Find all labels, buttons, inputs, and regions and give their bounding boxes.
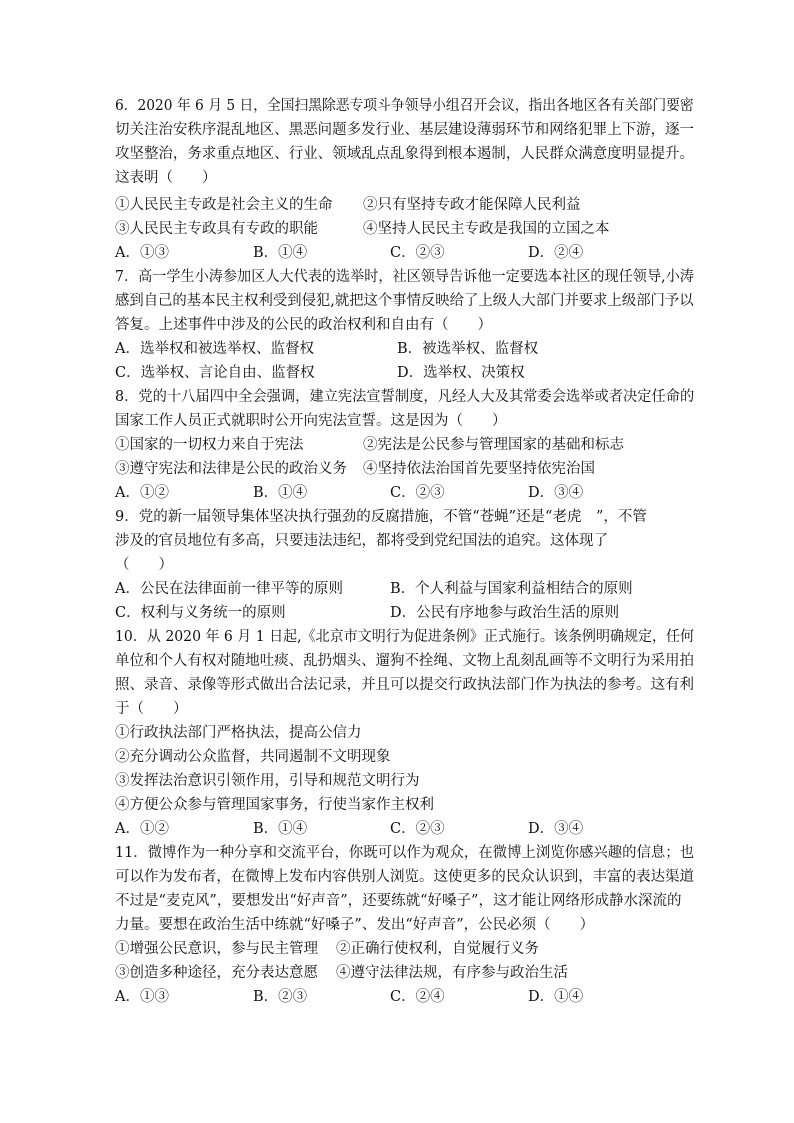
q8-choice-c: C．②③	[390, 485, 445, 501]
q8-choice-a: A．①②	[115, 485, 169, 501]
q7-stem-line-3: 答复。上述事件中涉及的公民的政治权利和自由有（ ）	[115, 317, 492, 333]
q11-choice-c: C．②④	[390, 989, 445, 1005]
q11-choice-b: B．②③	[253, 989, 308, 1005]
q7-choice-d: D．选举权、决策权	[397, 365, 525, 381]
q9-choice-d: D．公民有序地参与政治生活的原则	[390, 605, 620, 621]
q6-choice-a: A．①③	[115, 245, 169, 261]
q9-stem-line-2: 涉及的官员地位有多高，只要违法违纪，都将受到党纪国法的追究。这体现了	[115, 533, 608, 549]
q11-item-2: ②正确行使权利，自觉履行义务	[336, 941, 539, 957]
q7-choice-b: B．被选举权、监督权	[397, 341, 539, 357]
q9-choice-b: B．个人利益与国家利益相结合的原则	[390, 581, 633, 597]
q6-stem-line-2: 切关注治安秩序混乱地区、黑恶问题多发行业、基层建设薄弱环节和网络犯罪上下游，逐一	[115, 122, 694, 138]
q11-item-1: ①增强公民意识，参与民主管理	[115, 941, 318, 957]
q8-choice-d: D．③④	[528, 485, 584, 501]
q11-item-4: ④遵守法律法规，有序参与政治生活	[336, 965, 568, 981]
q6-choice-c: C．②③	[390, 245, 445, 261]
q10-choice-a: A．①②	[115, 821, 169, 837]
q6-item-1: ①人民民主专政是社会主义的生命	[115, 197, 333, 213]
q10-stem-line-3: 照、录音、录像等形式做出合法记录，并且可以提交行政执法部门作为执法的参考。这有利	[115, 677, 694, 693]
q9-stem-line-1: 9．党的新一届领导集体坚决执行强劲的反腐措施，不管“苍蝇”还是“老虎 ”，不管	[115, 509, 647, 525]
q10-item-1: ①行政执法部门严格执法，提高公信力	[115, 725, 362, 741]
q10-choice-c: C．②③	[390, 821, 445, 837]
q9-choice-c: C．权利与义务统一的原则	[115, 605, 286, 621]
q11-stem-line-4: 力量。要想在政治生活中练就“好嗓子”、发出“好声音”，公民必须（ ）	[115, 917, 595, 933]
q8-stem-line-2: 国家工作人员正式就职时公开向宪法宣誓。这是因为（ ）	[115, 413, 507, 429]
q10-stem-line-4: 于（ ）	[115, 701, 188, 717]
q10-choice-b: B．①④	[253, 821, 308, 837]
q11-stem-line-3: 不过是“麦克风”，要想发出“好声音”，还要练就“好嗓子”，这才能让网络形成静水深流的	[115, 893, 682, 909]
q10-item-2: ②充分调动公众监督，共同遏制不文明现象	[115, 749, 391, 765]
q8-item-2: ②宪法是公民参与管理国家的基础和标志	[363, 437, 624, 453]
q6-stem-line-3: 攻坚整治，务求重点地区、行业、领域乱点乱象得到根本遏制，人民群众满意度明显提升。	[115, 146, 694, 162]
q11-stem-line-2: 可以作为发布者，在微博上发布内容供别人浏览。这使更多的民众认识到，丰富的表达渠道	[115, 869, 694, 885]
q6-choice-d: D．②④	[528, 245, 584, 261]
q11-choice-a: A．①③	[115, 989, 169, 1005]
q6-item-3: ③人民民主专政具有专政的职能	[115, 221, 318, 237]
q8-stem-line-1: 8．党的十八届四中全会强调，建立宪法宣誓制度，凡经人大及其常委会选举或者决定任命的	[115, 389, 695, 405]
q6-stem-line-1: 6．2020 年 6 月 5 日，全国扫黑除恶专项斗争领导小组召开会议，指出各地区各有关部门要密	[115, 98, 694, 114]
q7-stem-line-2: 感到自己的基本民主权利受到侵犯,就把这个事情反映给了上级人大部门并要求上级部门予以	[115, 293, 694, 309]
q10-choice-d: D．③④	[528, 821, 584, 837]
q11-stem-line-1: 11．微博作为一种分享和交流平台，你既可以作为观众，在微博上浏览你感兴趣的信息；也	[115, 845, 694, 861]
q8-item-4: ④坚持依法治国首先要坚持依宪治国	[363, 461, 595, 477]
q10-item-4: ④方便公众参与管理国家事务，行使当家作主权利	[115, 797, 434, 813]
q8-choice-b: B．①④	[253, 485, 308, 501]
q9-stem-line-3: （ ）	[115, 557, 173, 573]
q6-stem-line-4: 这表明（ ）	[115, 170, 217, 186]
q6-item-2: ②只有坚持专政才能保障人民利益	[363, 197, 581, 213]
q7-choice-c: C．选举权、言论自由、监督权	[115, 365, 315, 381]
q11-choice-d: D．①④	[528, 989, 584, 1005]
q10-stem-line-2: 单位和个人有权对随地吐痰、乱扔烟头、遛狗不拴绳、文物上乱刻乱画等不文明行为采用拍	[115, 653, 694, 669]
q10-stem-line-1: 10．从 2020 年 6 月 1 日起,《北京市文明行为促进条例》正式施行。该条例明确规定，任何	[115, 629, 695, 645]
q11-item-3: ③创造多种途径，充分表达意愿	[115, 965, 318, 981]
q6-choice-b: B．①④	[253, 245, 308, 261]
q6-item-4: ④坚持人民民主专政是我国的立国之本	[363, 221, 610, 237]
q8-item-3: ③遵守宪法和法律是公民的政治义务	[115, 461, 347, 477]
q7-stem-line-1: 7．高一学生小涛参加区人大代表的选举时，社区领导告诉他一定要选本社区的现任领导,小涛	[115, 269, 694, 285]
q8-item-1: ①国家的一切权力来自于宪法	[115, 437, 304, 453]
q9-choice-a: A．公民在法律面前一律平等的原则	[115, 581, 343, 597]
q7-choice-a: A．选举权和被选举权、监督权	[115, 341, 314, 357]
q10-item-3: ③发挥法治意识引领作用，引导和规范文明行为	[115, 773, 420, 789]
